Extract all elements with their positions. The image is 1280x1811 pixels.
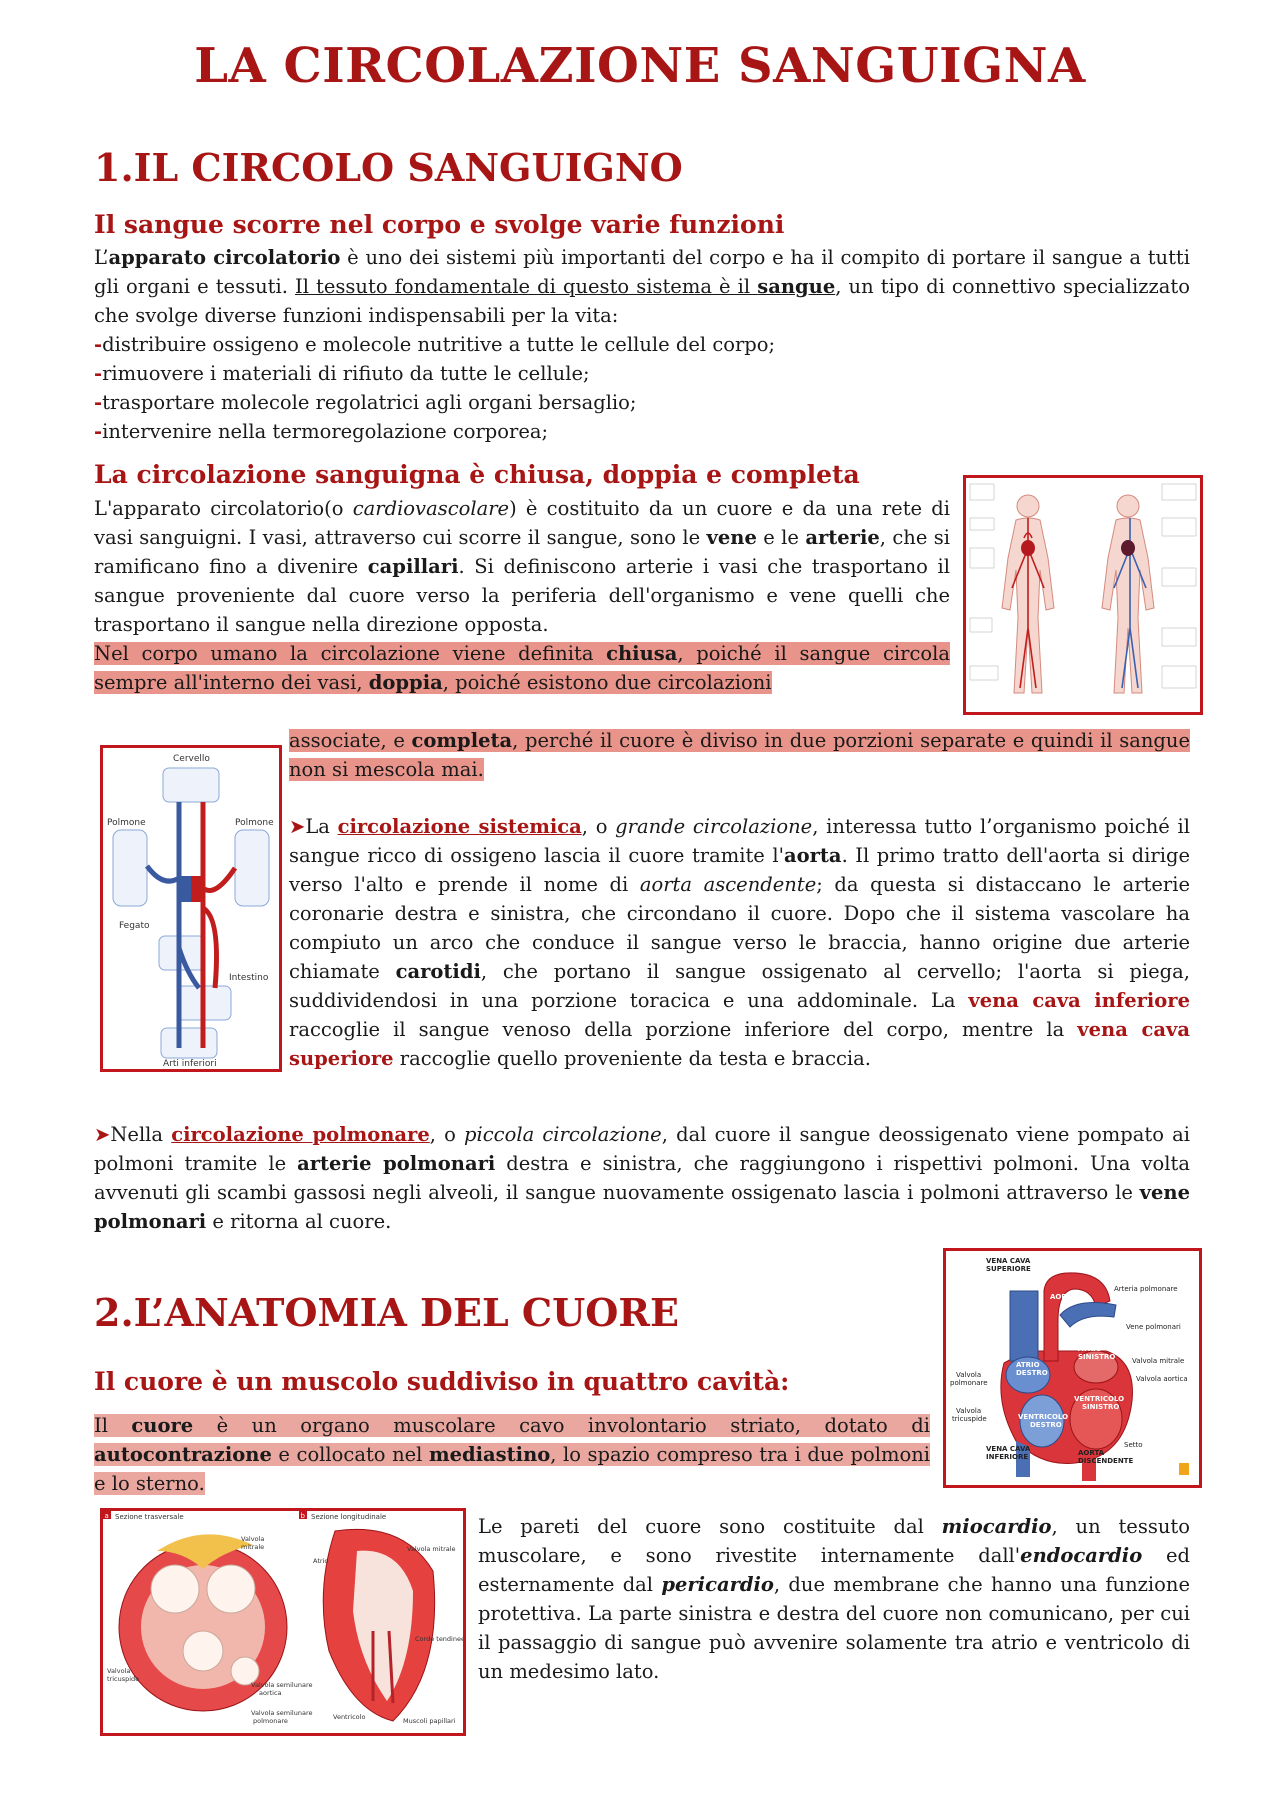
- list-item: -rimuovere i materiali di rifiuto da tutte le cellule;: [94, 362, 590, 385]
- label-atrio: Atrio: [313, 1557, 329, 1565]
- label-fegato: Fegato: [119, 921, 150, 931]
- paragraph-cuore: Il cuore è un organo muscolare cavo involontario striato, dotato di autocontrazione e collocato nel mediastino, lo spazio compreso tra i due polmoni e lo sterno.: [94, 1414, 931, 1495]
- label-semi-aort-1: Valvola semilunare: [251, 1681, 313, 1689]
- section1-subheading-2: La circolazione sanguigna è chiusa, doppia e completa: [94, 460, 860, 489]
- label-valv-mitrale-2: mitrale: [241, 1543, 265, 1551]
- label-ventr-dx-2: DESTRO: [1030, 1421, 1062, 1429]
- label-ventr-sx-2: SINISTRO: [1082, 1403, 1120, 1411]
- label-valv-polm-1: Valvola: [956, 1371, 982, 1379]
- label-arti: Arti inferiori: [163, 1059, 217, 1069]
- section2-subheading-1: Il cuore è un muscolo suddiviso in quattro cavità:: [94, 1367, 790, 1396]
- paragraph-completa: associate, e completa, perché il cuore è diviso in due porzioni separate e quindi il sangue non si mescola mai.: [289, 729, 1190, 781]
- label-valv-mitrale-1: Valvola: [241, 1535, 265, 1543]
- heart-sections-illustration: [103, 1511, 463, 1733]
- section1-heading: 1.IL CIRCOLO SANGUIGNO: [94, 145, 683, 190]
- label-valv-aortica: Valvola aortica: [1136, 1375, 1188, 1383]
- label-atrio-dx-2: DESTRO: [1016, 1369, 1048, 1377]
- label-valv-mitrale-long: Valvola mitrale: [407, 1545, 456, 1553]
- label-atrio-sx-1: ATRIO: [1078, 1345, 1102, 1353]
- section1-subheading-1: Il sangue scorre nel corpo e svolge varie funzioni: [94, 210, 785, 239]
- label-arteria-polm: Arteria polmonare: [1114, 1285, 1178, 1293]
- label-sezione-trasversale: Sezione trasversale: [115, 1513, 184, 1521]
- paragraph-apparato: L’apparato circolatorio è uno dei sistemi più importanti del corpo e ha il compito di portare il sangue a tutti gli organi e tessuti. Il tessuto fondamentale di questo sistema è il sangue, un tipo di connettivo specializzato che svolge diverse funzioni indispensabili per la vita: -distribuire ossigeno e molecole nutritive a tutte le cellule del corpo; -rimuovere i materiali di rifiuto da tutte le cellule; -trasportare molecole regolatrici agli organi bersaglio; -intervenire nella termoregolazione corporea;: [94, 243, 1190, 446]
- figure-body-vessels: [963, 475, 1203, 715]
- heart-anatomy-illustration: [946, 1251, 1199, 1485]
- label-aorta-disc-2: DISCENDENTE: [1078, 1457, 1134, 1465]
- label-vene-polm: Vene polmonari: [1126, 1323, 1181, 1331]
- label-sezione-longitudinale: Sezione longitudinale: [311, 1513, 387, 1521]
- figure-heart-anatomy: [943, 1248, 1202, 1488]
- label-cervello: Cervello: [173, 754, 210, 764]
- label-vci-2: INFERIORE: [986, 1453, 1029, 1461]
- figure-circulation-scheme: [100, 745, 282, 1072]
- label-atrio-dx-1: ATRIO: [1016, 1361, 1040, 1369]
- label-polmone-sx: Polmone: [107, 818, 146, 828]
- label-semi-polm-2: polmonare: [253, 1717, 288, 1725]
- label-ventricolo: Ventricolo: [333, 1713, 366, 1721]
- page-title: LA CIRCOLAZIONE SANGUIGNA: [194, 38, 1086, 94]
- label-valv-tric-2: tricuspide: [952, 1415, 987, 1423]
- label-valv-mitrale: Valvola mitrale: [1132, 1357, 1185, 1365]
- label-valv-tric-2: tricuspide: [107, 1675, 140, 1683]
- label-aorta-disc-1: AORTA: [1078, 1449, 1105, 1457]
- label-valv-polm-2: polmonare: [950, 1379, 988, 1387]
- label-a: a: [104, 1512, 109, 1520]
- label-ventr-sx-1: VENTRICOLO: [1074, 1395, 1125, 1403]
- label-setto: Setto: [1124, 1441, 1143, 1449]
- paragraph-sistemica: ➤La circolazione sistemica, o grande circolazione, interessa tutto l’organismo poiché il sangue ricco di ossigeno lascia il cuore tramite l'aorta. Il primo tratto dell'aorta si dirige verso l'alto e prende il nome di aorta ascendente; da questa si distaccano le arterie coronarie destra e sinistra, che circondano il cuore. Dopo che il sistema vascolare ha compiuto un arco che conduce il sangue verso le braccia, hanno origine due arterie chiamate carotidi, che portano il sangue ossigenato al cervello; l'aorta si piega, suddividendosi in una porzione toracica e una addominale. La vena cava inferiore raccoglie il sangue venoso della porzione inferiore del corpo, mentre la vena cava superiore raccoglie quello proveniente da testa e braccia.: [289, 815, 1190, 1070]
- body-vessels-illustration: [966, 478, 1200, 712]
- section2-heading: 2.L’ANATOMIA DEL CUORE: [94, 1290, 679, 1335]
- list-item: -intervenire nella termoregolazione corporea;: [94, 420, 549, 443]
- label-corde-tendinee: Corde tendinee: [415, 1635, 463, 1643]
- circulation-scheme-illustration: [103, 748, 279, 1069]
- label-atrio-sx-2: SINISTRO: [1078, 1353, 1116, 1361]
- label-ventr-dx-1: VENTRICOLO: [1018, 1413, 1069, 1421]
- label-semi-polm-1: Valvola semilunare: [251, 1709, 313, 1717]
- label-muscoli-papillari: Muscoli papillari: [403, 1717, 456, 1725]
- label-b: b: [300, 1512, 305, 1520]
- label-intestino: Intestino: [229, 973, 269, 983]
- paragraph-pareti: Le pareti del cuore sono costituite dal miocardio, un tessuto muscolare, e sono rivestite internamente dall'endocardio ed esternamente dal pericardio, due membrane che hanno una funzione protettiva. La parte sinistra e destra del cuore non comunicano, per cui il passaggio di sangue può avvenire solamente tra atrio e ventricolo di un medesimo lato.: [478, 1515, 1191, 1683]
- paragraph-polmonare: ➤Nella circolazione polmonare, o piccola circolazione, dal cuore il sangue deossigenato viene pompato ai polmoni tramite le arterie polmonari destra e sinistra, che raggiungono i rispettivi polmoni. Una volta avvenuti gli scambi gassosi negli alveoli, il sangue nuovamente ossigenato lascia i polmoni attraverso le vene polmonari e ritorna al cuore.: [94, 1123, 1190, 1233]
- figure-heart-sections: [100, 1508, 466, 1736]
- label-polmone-dx: Polmone: [235, 818, 274, 828]
- label-valv-tric-1: Valvola: [107, 1667, 131, 1675]
- paragraph-vasi: L'apparato circolatorio(o cardiovascolare) è costituito da un cuore e da una rete di vasi sanguigni. I vasi, attraverso cui scorre il sangue, sono le vene e le arterie, che si ramificano fino a divenire capillari. Si definiscono arterie i vasi che trasportano il sangue proveniente dal cuore verso la periferia dell'organismo e vene quelli che trasportano il sangue nella direzione opposta. Nel corpo umano la circolazione viene definita chiusa, poiché il sangue circola sempre all'interno dei vasi, doppia, poiché esistono due circolazioni: [94, 497, 951, 694]
- label-vcs-2: SUPERIORE: [986, 1265, 1031, 1273]
- label-semi-aort-2: aortica: [259, 1689, 282, 1697]
- label-vci-1: VENA CAVA: [986, 1445, 1031, 1453]
- list-item: -distribuire ossigeno e molecole nutritive a tutte le cellule del corpo;: [94, 333, 776, 356]
- label-valv-tric-1: Valvola: [956, 1407, 982, 1415]
- list-item: -trasportare molecole regolatrici agli organi bersaglio;: [94, 391, 637, 414]
- label-aorta: AORTA: [1050, 1293, 1077, 1301]
- label-vcs-1: VENA CAVA: [986, 1257, 1031, 1265]
